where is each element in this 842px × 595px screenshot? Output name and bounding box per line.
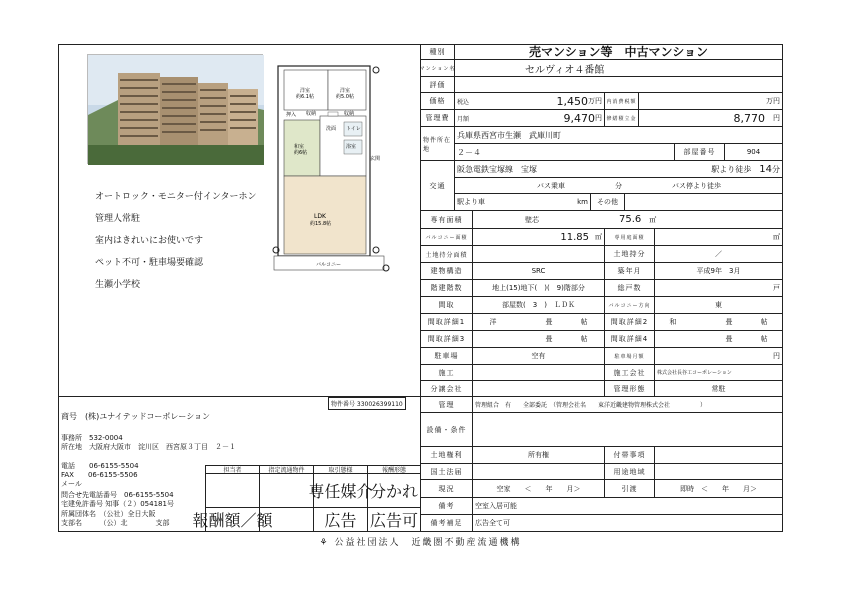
note-label: 備考 (421, 498, 473, 515)
company-contact: 問合せ先電話番号 06-6155-5504 (61, 491, 174, 499)
floors-value: 地上(15)地下( )( 9)階部分 (473, 280, 605, 297)
status-value: 空家 ＜ 年 月＞ (473, 480, 605, 498)
detail1-label: 間取詳細1 (421, 314, 473, 331)
car-label: 駅より車 (457, 198, 485, 206)
company-fax: FAX 06-6155-5506 (61, 471, 138, 479)
area-sub: 壁芯 (525, 215, 539, 224)
access-label: 交通 (421, 161, 455, 211)
assign-head: 報酬形態 (368, 466, 421, 474)
features-list (95, 186, 256, 296)
other-value (625, 194, 783, 211)
private-label: 専用庭面積 (605, 229, 655, 246)
company-association: 所属団体名 （公社）全日大阪 (61, 510, 156, 518)
ad-label: 広告 (314, 508, 368, 532)
access-walk-label: 駅より徒歩 (711, 164, 752, 174)
parking-label: 駐車場 (421, 348, 473, 365)
layout-label: 間取 (421, 297, 473, 314)
car-unit: km (577, 198, 588, 206)
company-name-label: 商号 (株)ユナイテッドコーポレーション (61, 412, 211, 421)
feature-item: ペット不可・駐車場要確認 (95, 258, 204, 268)
company-license: 宅建免許番号 知事（２）054181号 (61, 500, 174, 508)
built-label: 築年月 (605, 263, 655, 280)
floors-label: 階建階数 (421, 280, 473, 297)
builder-value (473, 365, 605, 381)
builder-label: 施工 (421, 365, 473, 381)
repair-unit: 円 (773, 114, 780, 122)
tax-label: 内消費税額 (605, 93, 639, 110)
svg-text:約6帖: 約6帖 (294, 150, 308, 156)
svg-text:約15.8帖: 約15.8帖 (310, 221, 332, 227)
detail3-label: 間取詳細3 (421, 331, 473, 348)
commission-label: 報酬額／額 (206, 508, 260, 532)
remarks-value: 広告全て可 (473, 515, 783, 532)
name-value: セルヴィオ４番館 (455, 60, 783, 77)
private-unit: ㎡ (655, 229, 783, 246)
status-label: 現況 (421, 480, 473, 498)
area-value: 75.6 (619, 214, 642, 225)
seller-value (473, 381, 605, 397)
room-no-label: 部屋番号 (675, 144, 725, 161)
svg-text:約5.0帖: 約5.0帖 (336, 94, 354, 100)
land-right-label: 土地持分 (605, 246, 655, 263)
mgmt-sub: 月額 (457, 115, 470, 123)
room-label-western1: 洋室 (300, 88, 311, 94)
svg-text:トイレ: トイレ (346, 126, 361, 132)
land-share-value (473, 246, 605, 263)
room-label-japanese: 和室 (294, 144, 305, 150)
land-share-label: 土地持分面積 (421, 246, 473, 263)
location-value: 兵庫県西宮市生瀬 武庫川町 (455, 127, 783, 144)
balcony-label: バルコニー面積 (421, 229, 473, 246)
access-line: 阪急電鉄宝塚線 宝塚 (457, 164, 537, 174)
balcony-value: 11.85 (560, 231, 589, 243)
access-walk-unit: 分 (772, 164, 780, 174)
svg-text:収納: 収納 (344, 111, 355, 117)
feature-item: 管理人常駐 (95, 214, 141, 224)
location-value2: ２－４ (455, 144, 675, 161)
building-photo (87, 54, 263, 164)
structure-label: 建物構造 (421, 263, 473, 280)
assign-val (260, 474, 314, 508)
balcony-unit: ㎡ (595, 233, 602, 241)
mgmt-form-value: 常駐 (655, 381, 783, 397)
burden-value (655, 447, 783, 464)
burden-label: 付帯事項 (605, 447, 655, 464)
bus-cell (455, 178, 783, 194)
price-cell (455, 93, 605, 110)
access-walk: 14 (759, 163, 772, 175)
eval-label: 評価 (421, 77, 455, 93)
direction-label: バルコニー方向 (605, 297, 655, 314)
assign-val: 分かれ (368, 474, 421, 508)
company-mail: メール (61, 480, 82, 488)
repair-value: 8,770 (733, 111, 765, 125)
manager-label: 管理 (421, 397, 473, 413)
equipment-label: 設備・条件 (421, 413, 473, 447)
land-rights-label: 土地権利 (421, 447, 473, 464)
room-label-ldk: LDK (314, 213, 326, 220)
bus-label: バス乗車 (537, 181, 565, 190)
parking-value: 空有 (473, 348, 605, 365)
car-cell (455, 194, 591, 211)
company-branch: 支部名 （公）北 支部 (61, 519, 170, 527)
units-unit: 戸 (655, 280, 783, 297)
feature-item: 生瀬小学校 (95, 280, 141, 290)
type-label: 種別 (421, 44, 455, 60)
layout-value: 部屋数( 3 ) ＬＤＫ (473, 297, 605, 314)
price-sub: 税込 (457, 98, 470, 106)
property-info-table (421, 44, 783, 532)
land-rights-value: 所有権 (473, 447, 605, 464)
parking-fee-unit: 円 (655, 348, 783, 365)
footer-text: 公益社団法人 近畿圏不動産流通機構 (334, 538, 522, 548)
land-right-value: ／ (655, 246, 783, 263)
svg-text:収納: 収納 (306, 111, 317, 117)
detail1-value: 洋 畳 帖 (473, 314, 605, 331)
area-unit: ㎡ (649, 215, 657, 224)
ad-value: 広告可 (368, 508, 421, 532)
svg-text:約6.1帖: 約6.1帖 (296, 94, 314, 100)
feature-item: オートロック・モニター付インターホン (95, 192, 257, 202)
city-plan-label: 国土法届 (421, 464, 473, 480)
mgmt-unit: 円 (595, 114, 602, 122)
area-cell (473, 211, 783, 229)
contractor-label: 施工会社 (605, 365, 655, 381)
repair-label: 修繕積立金 (605, 110, 639, 127)
assign-val: 専任媒介 (314, 474, 368, 508)
zoning-label: 用途地域 (605, 464, 655, 480)
equipment-value (473, 413, 783, 447)
assign-val (206, 474, 260, 508)
company-address: 所在地 大阪府大阪市 淀川区 西宮原３丁目 ２－１ (61, 443, 236, 451)
feature-item: 室内はきれいにお使いです (95, 236, 204, 246)
manager-value: 管理組合 有 全部委託 （管理会社名 東洋近畿建物管理株式会社 ） (473, 397, 783, 413)
svg-text:浴室: 浴室 (346, 144, 357, 150)
room-no: 904 (725, 144, 783, 161)
price-value: 1,450 (556, 94, 588, 108)
room-label-balcony: バルコニー (316, 262, 342, 268)
room-label-western2: 洋室 (340, 88, 351, 94)
handover-value: 即時 ＜ 年 月＞ (655, 480, 783, 498)
type-value: 売マンション等 中古マンション (455, 44, 783, 60)
floor-plan (266, 50, 412, 276)
built-value: 平成9年 3月 (655, 263, 783, 280)
access-cell (455, 161, 783, 178)
company-tel: 電話 06-6155-5504 (61, 462, 139, 470)
eval-value (455, 77, 783, 93)
location-label: 物件所在地 (421, 127, 455, 161)
detail2-value: 和 畳 帖 (655, 314, 783, 331)
detail3-value: 畳 帖 (473, 331, 605, 348)
structure-value: SRC (473, 263, 605, 280)
assign-head: 担当者 (206, 466, 260, 474)
area-label: 専有面積 (421, 211, 473, 229)
commission-value (260, 508, 314, 532)
bus-min: 分 (615, 181, 622, 190)
footer-org (58, 535, 783, 548)
name-label: マンション名 (421, 60, 455, 77)
assign-head: 指定流通物件 (260, 466, 314, 474)
city-plan-value (473, 464, 605, 480)
detail2-label: 間取詳細2 (605, 314, 655, 331)
detail4-value: 畳 帖 (655, 331, 783, 348)
remarks-label: 備考補足 (421, 515, 473, 532)
svg-text:洗面: 洗面 (326, 126, 337, 132)
units-label: 総戸数 (605, 280, 655, 297)
detail4-label: 間取詳細4 (605, 331, 655, 348)
mgmt-label: 管理費 (421, 110, 455, 127)
seller-label: 分譲会社 (421, 381, 473, 397)
handover-label: 引渡 (605, 480, 655, 498)
svg-text:押入: 押入 (286, 112, 297, 118)
mgmt-form-label: 管理形態 (605, 381, 655, 397)
contractor-value: 株式会社長谷工コーポレーション (655, 365, 783, 381)
svg-text:玄関: 玄関 (370, 156, 381, 162)
zoning-value (655, 464, 783, 480)
assignment-grid (192, 465, 420, 532)
parking-fee-label: 駐車場月額 (605, 348, 655, 365)
tax-unit: 万円 (639, 93, 783, 110)
repair-cell (639, 110, 783, 127)
mgmt-value: 9,470 (563, 111, 595, 125)
company-office: 事務所 532-0004 (61, 434, 123, 442)
other-label: その他 (591, 194, 625, 211)
note-value: 空室入居可能 (473, 498, 783, 515)
assign-head: 取引態様 (314, 466, 368, 474)
price-label: 価格 (421, 93, 455, 110)
balcony-cell (473, 229, 605, 246)
price-unit: 万円 (588, 97, 602, 105)
direction-value: 東 (655, 297, 783, 314)
mgmt-cell (455, 110, 605, 127)
property-number: 物件番号 330026399110 (328, 397, 406, 410)
bus-walk: バス停より徒歩 (672, 181, 721, 190)
org-logo-icon: ⚘ (319, 538, 335, 548)
